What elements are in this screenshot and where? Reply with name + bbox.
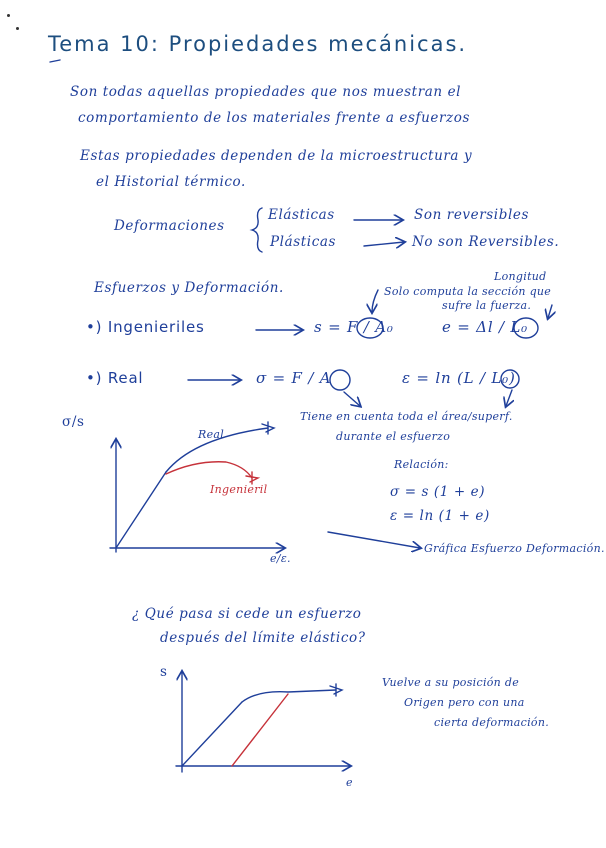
ingenieriles-stress-formula: s = F / A₀: [314, 318, 394, 336]
arrow-from-a: [344, 392, 360, 406]
graph1-real-curve: [166, 428, 268, 472]
graph2-unload-line: [232, 694, 288, 766]
question-line-2: después del límite elástico?: [160, 630, 366, 646]
graph2-note-2: Origen pero con una: [404, 696, 525, 709]
question-line-1: ¿ Qué pasa si cede un esfuerzo: [132, 606, 362, 622]
ingenieriles-strain-formula: e = Δl / L₀: [442, 318, 528, 336]
ingenieril-curve-label: Ingenieril: [210, 483, 268, 496]
intro-line-2: comportamiento de los materiales frente a esfuerzos: [78, 110, 471, 126]
relacion-heading: Relación:: [394, 458, 449, 471]
l0-circle-real: [501, 370, 519, 388]
seccion-note-1: Solo computa la sección que: [384, 285, 552, 298]
real-strain-formula: ε = ln (L / L₀): [402, 369, 516, 387]
arrow-plasticas: [364, 242, 404, 246]
l0-circle: [514, 318, 538, 338]
a0-circle: [357, 318, 383, 338]
title-underline: [50, 60, 60, 62]
arrow-from-l0: [506, 390, 512, 406]
esfuerzos-heading: Esfuerzos y Deformación.: [94, 280, 284, 296]
intro-line-1: Son todas aquellas propiedades que nos muestran el: [70, 84, 462, 100]
graph2-plastic-curve: [242, 690, 336, 702]
graph2-elastic-line: [182, 702, 242, 766]
page-title: Tema 10: Propiedades mecánicas.: [48, 32, 468, 56]
graph2-y-label: s: [160, 664, 168, 680]
graph1-y-label: σ/s: [62, 414, 85, 430]
real-curve-label: Real: [198, 428, 225, 441]
deformaciones-label: Deformaciones: [114, 218, 225, 234]
graph1-x-label: e/ε.: [270, 552, 291, 565]
seccion-note-2: sufre la fuerza.: [442, 299, 532, 312]
elasticas-label: Elásticas: [268, 207, 335, 223]
graph1-ingenieril-curve: [166, 462, 252, 478]
intro-line-4: el Historial térmico.: [96, 174, 246, 190]
ingenieriles-label: •) Ingenieriles: [86, 318, 205, 336]
graph1-elastic-line: [116, 472, 166, 548]
area-note-2: durante el esfuerzo: [336, 430, 451, 443]
arrow-to-l0: [548, 305, 552, 318]
relacion-formula-2: ε = ln (1 + e): [390, 508, 490, 524]
graph2-x-label: e: [346, 776, 353, 789]
arrow-to-a0: [372, 290, 378, 312]
graph2-note-1: Vuelve a su posición de: [382, 676, 520, 689]
plasticas-desc: No son Reversibles.: [412, 234, 560, 250]
real-stress-formula: σ = F / A: [256, 369, 332, 387]
intro-line-3: Estas propiedades dependen de la microestructura y: [80, 148, 473, 164]
real-label: •) Real: [86, 369, 144, 387]
area-note-1: Tiene en cuenta toda el área/superf.: [300, 410, 513, 423]
plasticas-label: Plásticas: [270, 234, 337, 250]
elasticas-desc: Son reversibles: [414, 207, 529, 223]
graph2-note-3: cierta deformación.: [434, 716, 549, 729]
relacion-formula-1: σ = s (1 + e): [390, 484, 486, 500]
graph1-caption: Gráfica Esfuerzo Deformación.: [424, 542, 605, 555]
a-circle: [330, 370, 350, 390]
deformaciones-brace: [252, 208, 262, 252]
longitud-note: Longitud: [494, 270, 547, 283]
arrow-caption: [328, 532, 420, 548]
